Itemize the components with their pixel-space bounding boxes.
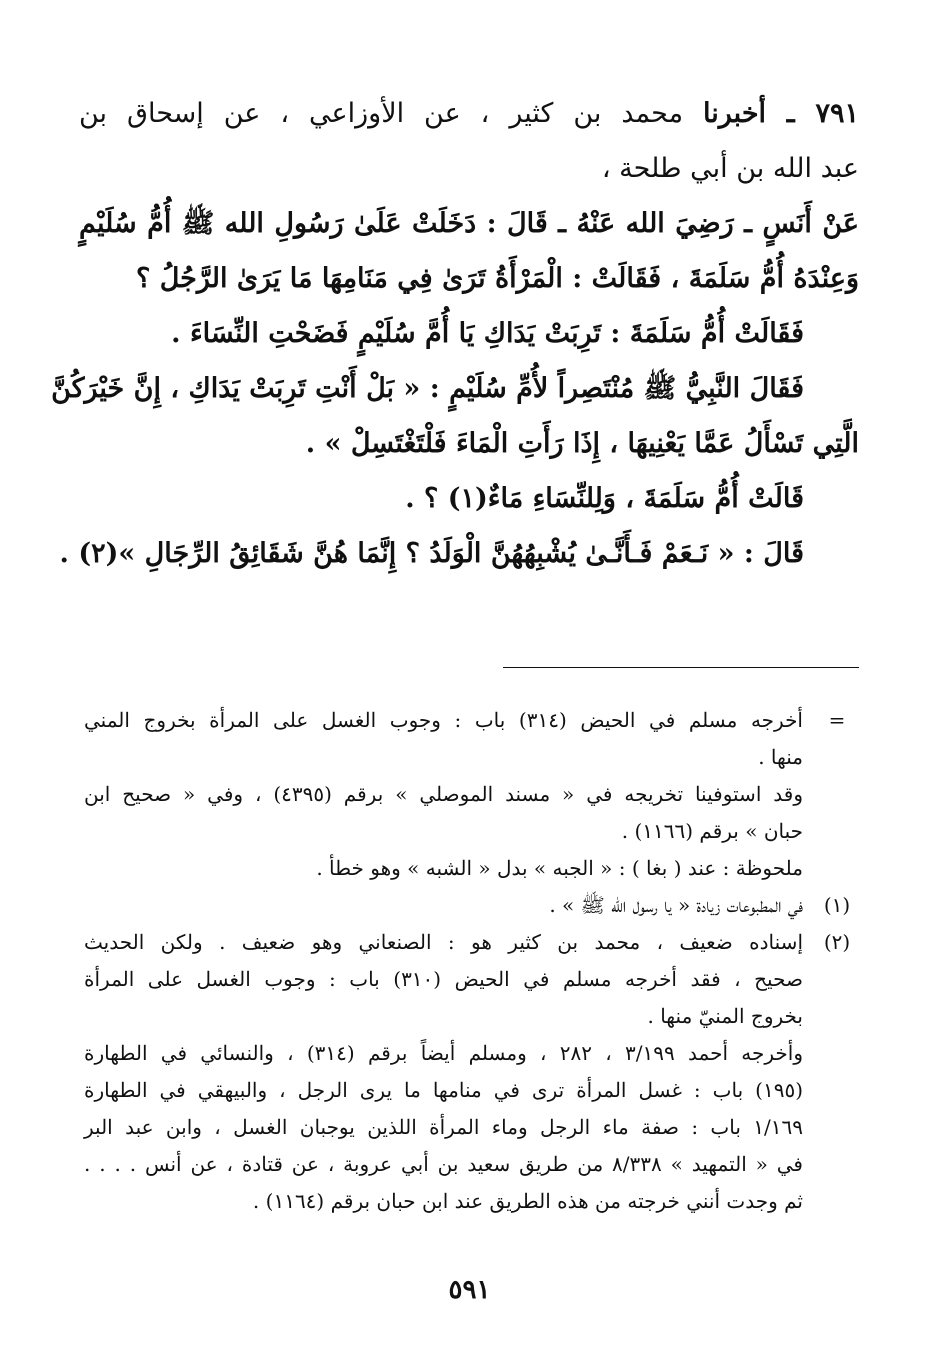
footnote-line: وأخرجه أحمد ٣/١٩٩ ، ٢٨٢ ، ومسلم أيضاً برقم (٣١٤) ، والنسائي في الطهارة xyxy=(84,1041,803,1065)
footnote-line: في « التمهيد » ٨/٣٣٨ من طريق سعيد بن أبي عروبة ، عن قتادة ، عن أنس . . . . xyxy=(84,1152,803,1176)
footnote-line: (١٩٥) باب : غسل المرأة ترى في منامها ما يرى الرجل ، والبيهقي في الطهارة xyxy=(84,1078,803,1102)
isnad-line-1: ٧٩١ ـ أخبرنا محمد بن كثير ، عن الأوزاعي ، عن إسحاق بن xyxy=(79,98,859,129)
isnad-lead: أخبرنا xyxy=(703,98,767,129)
footnote-marker: = xyxy=(828,708,846,732)
footnote-line: في المطبوعات زيادة « يا رسول الله ﷺ » . xyxy=(549,893,803,917)
footnote-line: وقد استوفينا تخريجه في « مسند الموصلي » برقم (٤٣٩٥) ، وفي « صحيح ابن xyxy=(84,782,804,806)
footnote-line: صحيح ، فقد أخرجه مسلم في الحيض (٣١٠) باب : وجوب الغسل على المرأة xyxy=(84,967,803,991)
footnote-line: ملحوظة : عند ( بغا ) : « الجبه » بدل « الشبه » وهو خطأ . xyxy=(316,856,803,880)
footnote-marker: (٢) xyxy=(823,930,851,954)
footnote-line: منها . xyxy=(758,745,803,769)
isnad-text: محمد بن كثير ، عن الأوزاعي ، عن إسحاق بن xyxy=(79,98,704,129)
matn-line: قَالَتْ أُمُّ سَلَمَةَ ، وَلِلنِّسَاءِ مَاءٌ(١) ؟ . xyxy=(405,483,804,514)
footnote-line: بخروج المنيّ منها . xyxy=(647,1004,803,1028)
footnote-line: ١/١٦٩ باب : صفة ماء الرجل وماء المرأة اللذين يوجبان الغسل ، وابن عبد البر xyxy=(84,1115,803,1139)
footnote-line: أخرجه مسلم في الحيض (٣١٤) باب : وجوب الغسل على المرأة بخروج المني xyxy=(84,708,803,732)
isnad-line-2: عبد الله بن أبي طلحة ، xyxy=(601,153,859,184)
matn-line: فَقَالَ النَّبِيُّ ﷺ مُنْتَصِراً لأُمِّ سُلَيْمٍ : « بَلْ أَنْتِ تَرِبَتْ يَدَاكِ ، إِنَّ خَيْرَكُنَّ xyxy=(51,373,804,404)
hadith-block xyxy=(51,86,859,581)
footnote-line: حبان » برقم (١١٦٦) . xyxy=(621,819,803,843)
footnote-line: ثم وجدت أنني خرجته من هذه الطريق عند ابن حبان برقم (١١٦٤) . xyxy=(252,1189,803,1213)
matn-line: وَعِنْدَهُ أُمُّ سَلَمَةَ ، فَقَالَتْ : الْمَرْأَةُ تَرَىٰ فِي مَنَامِهَا مَا يَرَىٰ الرَّجُلُ ؟ xyxy=(135,263,859,294)
footnote-marker: (١) xyxy=(823,893,851,917)
matn-line: قَالَ : « نَـعَمْ فَـأَنَّـىٰ يُشْبِهُهُنَّ الْوَلَدُ ؟ إِنَّمَا هُنَّ شَقَائِقُ الرِّجَالِ »(٢) . xyxy=(59,538,804,569)
matn-line: الَّتِي تَسْأَلُ عَمَّا يَعْنِيهَا ، إِذَا رَأَتِ الْمَاءَ فَلْتَغْتَسِلْ » . xyxy=(305,428,859,459)
page-number: ٥٩١ xyxy=(448,1275,491,1305)
footnotes xyxy=(84,702,859,1220)
matn-line: عَنْ أَنَسٍ ـ رَضِيَ الله عَنْهُ ـ قَالَ : دَخَلَتْ عَلَىٰ رَسُولِ الله ﷺ أُمُّ سُلَيْمٍ xyxy=(79,208,859,239)
hadith-number: ٧٩١ xyxy=(815,98,859,129)
footnote-continuation xyxy=(84,702,859,887)
footnote-separator xyxy=(503,667,859,668)
matn-line: فَقَالَتْ أُمُّ سَلَمَةَ : تَرِبَتْ يَدَاكِ يَا أُمَّ سُلَيْمٍ فَضَحْتِ النِّسَاءَ . xyxy=(171,318,804,349)
footnote-2 xyxy=(84,924,859,1220)
footnote-1 xyxy=(84,887,859,924)
footnote-line: إسناده ضعيف ، محمد بن كثير هو : الصنعاني وهو ضعيف . ولكن الحديث xyxy=(84,930,803,954)
